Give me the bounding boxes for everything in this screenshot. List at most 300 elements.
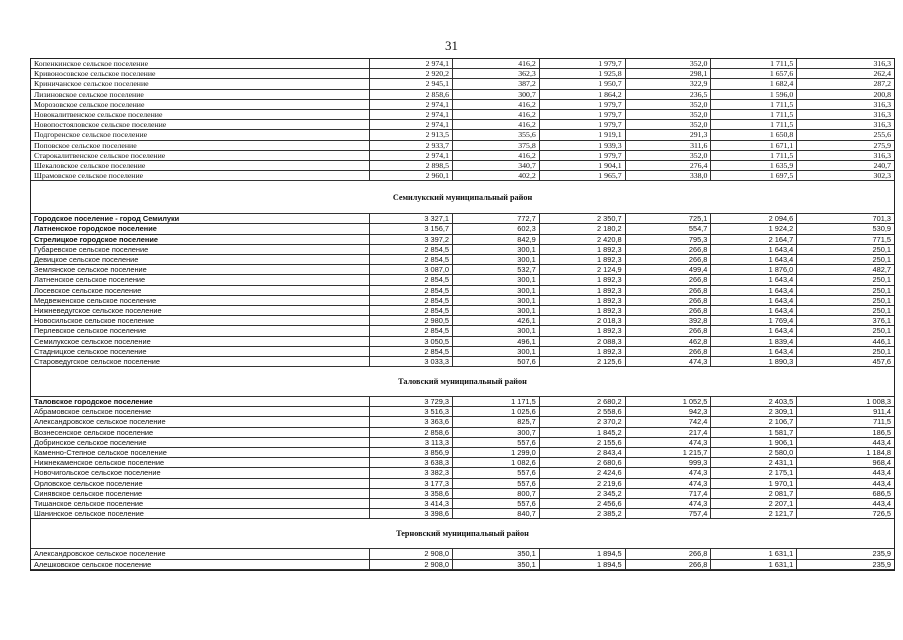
value-cell: 1 711,5 [711, 110, 797, 119]
settlement-name: Копенкинское сельское поселение [31, 59, 370, 68]
value-cell: 387,2 [453, 79, 540, 88]
value-cell: 1 892,3 [540, 306, 626, 315]
value-cell: 557,6 [453, 499, 540, 508]
settlement-name: Латненское сельское поселение [31, 275, 370, 284]
value-cell: 2 974,1 [370, 120, 453, 129]
value-cell: 300,7 [453, 428, 540, 437]
value-cell: 355,6 [453, 130, 540, 139]
settlement-name: Тишанское сельское поселение [31, 499, 370, 508]
value-cell: 1 008,3 [866, 397, 892, 407]
table-row [31, 100, 894, 110]
value-cell: 443,4 [872, 437, 892, 447]
settlement-name: Староведугское сельское поселение [31, 357, 370, 366]
settlement-name: Нижнекаменское сельское поселение [31, 458, 370, 467]
table-row [31, 59, 894, 69]
settlement-name: Александровское сельское поселение [31, 549, 370, 558]
value-cell: 2 207,1 [711, 499, 797, 508]
settlement-name: Новокалитвенское сельское поселение [31, 110, 370, 119]
value-cell: 250,1 [872, 295, 892, 305]
value-cell: 2 898,5 [370, 161, 453, 170]
value-cell: 275,9 [873, 140, 892, 150]
value-cell: 1 924,2 [711, 224, 797, 233]
value-cell: 1 711,5 [711, 151, 797, 160]
value-cell: 717,4 [626, 489, 712, 498]
settlement-name: Нижневедугское сельское поселение [31, 306, 370, 315]
settlement-name: Шекаловское сельское поселение [31, 161, 370, 170]
value-cell: 186,5 [872, 427, 892, 437]
value-cell: 316,3 [873, 109, 892, 119]
settlement-name: Вознесенское сельское поселение [31, 428, 370, 437]
table-row [31, 428, 894, 438]
value-cell: 362,3 [453, 69, 540, 78]
value-cell: 3 358,6 [370, 489, 453, 498]
settlement-name: Латненское городское поселение [31, 224, 370, 233]
value-cell: 1 839,4 [711, 337, 797, 346]
value-cell: 250,1 [872, 285, 892, 295]
value-cell: 474,3 [626, 479, 712, 488]
value-cell: 235,9 [872, 559, 892, 569]
value-cell: 316,3 [873, 59, 892, 68]
value-cell: 2 345,2 [540, 489, 626, 498]
value-cell: 457,6 [872, 356, 892, 366]
value-cell: 507,6 [453, 357, 540, 366]
value-cell: 2 385,2 [540, 509, 626, 518]
value-cell: 2 858,6 [370, 90, 453, 99]
value-cell: 291,3 [626, 130, 712, 139]
value-cell: 2 420,8 [540, 235, 626, 244]
value-cell: 352,0 [626, 120, 712, 129]
settlement-name: Кривоносовское сельское поселение [31, 69, 370, 78]
value-cell: 2 854,5 [370, 347, 453, 356]
table-row [31, 560, 894, 570]
value-cell: 375,8 [453, 141, 540, 150]
value-cell: 701,3 [872, 214, 892, 224]
value-cell: 352,0 [626, 59, 712, 68]
value-cell: 2 580,0 [711, 448, 797, 457]
settlement-name: Лизиновское сельское поселение [31, 90, 370, 99]
settlement-name: Абрамовское сельское поселение [31, 407, 370, 416]
value-cell: 266,8 [626, 549, 712, 558]
settlements-table [30, 58, 895, 571]
value-cell: 2 933,7 [370, 141, 453, 150]
district-heading: Семилукский муниципальный район [31, 181, 894, 214]
value-cell: 443,4 [872, 478, 892, 488]
value-cell: 2 854,5 [370, 245, 453, 254]
value-cell: 686,5 [872, 488, 892, 498]
table-row [31, 235, 894, 245]
value-cell: 2 680,2 [540, 397, 626, 406]
settlement-name: Подгоренское сельское поселение [31, 130, 370, 139]
value-cell: 300,1 [453, 255, 540, 264]
value-cell: 1 697,5 [711, 171, 797, 180]
table-row [31, 357, 894, 367]
value-cell: 3 856,9 [370, 448, 453, 457]
value-cell: 1 979,7 [540, 151, 626, 160]
value-cell: 725,1 [626, 214, 712, 223]
settlement-name: Шрамовское сельское поселение [31, 171, 370, 180]
value-cell: 2 180,2 [540, 224, 626, 233]
table-row [31, 224, 894, 234]
value-cell: 474,3 [626, 499, 712, 508]
value-cell: 1 979,7 [540, 110, 626, 119]
value-cell: 554,7 [626, 224, 712, 233]
value-cell: 1 643,4 [711, 326, 797, 335]
value-cell: 1 650,8 [711, 130, 797, 139]
value-cell: 557,6 [453, 468, 540, 477]
value-cell: 250,1 [872, 326, 892, 336]
value-cell: 726,5 [872, 509, 892, 519]
value-cell: 2 854,5 [370, 326, 453, 335]
value-cell: 302,3 [873, 171, 892, 181]
value-cell: 1 671,1 [711, 141, 797, 150]
value-cell: 1 082,6 [453, 458, 540, 467]
value-cell: 2 350,7 [540, 214, 626, 223]
value-cell: 1 682,4 [711, 79, 797, 88]
value-cell: 1 635,9 [711, 161, 797, 170]
table-row [31, 458, 894, 468]
value-cell: 316,3 [873, 99, 892, 109]
value-cell: 474,3 [626, 357, 712, 366]
value-cell: 1 892,3 [540, 347, 626, 356]
value-cell: 250,1 [872, 244, 892, 254]
value-cell: 300,1 [453, 326, 540, 335]
settlement-name: Александровское сельское поселение [31, 417, 370, 426]
value-cell: 2 843,4 [540, 448, 626, 457]
value-cell: 2 908,0 [370, 560, 453, 569]
value-cell: 3 397,2 [370, 235, 453, 244]
value-cell: 266,8 [626, 296, 712, 305]
value-cell: 376,1 [872, 316, 892, 326]
value-cell: 266,8 [626, 326, 712, 335]
value-cell: 217,4 [626, 428, 712, 437]
value-cell: 1 581,7 [711, 428, 797, 437]
value-cell: 266,8 [626, 347, 712, 356]
value-cell: 1 643,4 [711, 255, 797, 264]
value-cell: 311,6 [626, 141, 712, 150]
value-cell: 557,6 [453, 479, 540, 488]
table-row [31, 275, 894, 285]
value-cell: 1 864,2 [540, 90, 626, 99]
value-cell: 235,9 [872, 549, 892, 559]
value-cell: 266,8 [626, 306, 712, 315]
settlement-name: Перлевское сельское поселение [31, 326, 370, 335]
value-cell: 911,4 [873, 407, 892, 417]
value-cell: 2 854,5 [370, 306, 453, 315]
value-cell: 3 033,3 [370, 357, 453, 366]
value-cell: 3 113,3 [370, 438, 453, 447]
value-cell: 795,3 [626, 235, 712, 244]
value-cell: 474,3 [626, 468, 712, 477]
value-cell: 2 175,1 [711, 468, 797, 477]
value-cell: 1 845,2 [540, 428, 626, 437]
value-cell: 968,4 [872, 458, 892, 468]
value-cell: 1 892,3 [540, 245, 626, 254]
value-cell: 2 908,0 [370, 549, 453, 558]
value-cell: 557,6 [453, 438, 540, 447]
value-cell: 1 215,7 [626, 448, 712, 457]
value-cell: 300,1 [453, 347, 540, 356]
value-cell: 200,8 [873, 89, 892, 99]
value-cell: 2 974,1 [370, 110, 453, 119]
value-cell: 300,1 [453, 306, 540, 315]
value-cell: 800,7 [453, 489, 540, 498]
value-cell: 352,0 [626, 100, 712, 109]
value-cell: 532,7 [453, 265, 540, 274]
value-cell: 3 177,3 [370, 479, 453, 488]
value-cell: 2 370,2 [540, 417, 626, 426]
value-cell: 2 018,3 [540, 316, 626, 325]
value-cell: 266,8 [626, 275, 712, 284]
value-cell: 1 892,3 [540, 286, 626, 295]
value-cell: 1 631,1 [711, 560, 797, 569]
value-cell: 2 155,6 [540, 438, 626, 447]
district-heading: Таловский муниципальный район [31, 367, 894, 397]
value-cell: 1 950,7 [540, 79, 626, 88]
table-row [31, 397, 894, 407]
table-row [31, 69, 894, 79]
value-cell: 1 970,1 [711, 479, 797, 488]
value-cell: 2 960,1 [370, 171, 453, 180]
table-row [31, 499, 894, 509]
settlement-name: Синявское сельское поселение [31, 489, 370, 498]
table-row [31, 265, 894, 275]
value-cell: 1 919,1 [540, 130, 626, 139]
value-cell: 3 087,0 [370, 265, 453, 274]
value-cell: 316,3 [873, 120, 892, 130]
settlement-name: Стрелицкое городское поселение [31, 235, 370, 244]
value-cell: 999,3 [626, 458, 712, 467]
value-cell: 2 081,7 [711, 489, 797, 498]
settlement-name: Орловское сельское поселение [31, 479, 370, 488]
value-cell: 1 904,1 [540, 161, 626, 170]
settlement-name: Новопостояловское сельское поселение [31, 120, 370, 129]
table-row [31, 316, 894, 326]
settlement-name: Медвеженское сельское поселение [31, 296, 370, 305]
value-cell: 250,1 [872, 305, 892, 315]
settlement-name: Стадницкое сельское поселение [31, 347, 370, 356]
value-cell: 250,1 [872, 346, 892, 356]
value-cell: 416,2 [453, 151, 540, 160]
value-cell: 2 558,6 [540, 407, 626, 416]
value-cell: 2 974,1 [370, 151, 453, 160]
settlement-name: Морозовское сельское поселение [31, 100, 370, 109]
value-cell: 840,7 [453, 509, 540, 518]
settlement-name: Новосильское сельское поселение [31, 316, 370, 325]
value-cell: 2 854,5 [370, 286, 453, 295]
table-row [31, 161, 894, 171]
value-cell: 3 398,6 [370, 509, 453, 518]
table-row [31, 141, 894, 151]
value-cell: 1 894,5 [540, 560, 626, 569]
table-row [31, 286, 894, 296]
settlement-name: Каменно-Степное сельское поселение [31, 448, 370, 457]
value-cell: 1 171,5 [453, 397, 540, 406]
value-cell: 416,2 [453, 59, 540, 68]
value-cell: 942,3 [626, 407, 712, 416]
value-cell: 1 979,7 [540, 59, 626, 68]
settlement-name: Добринское сельское поселение [31, 438, 370, 447]
settlement-name: Старокалитвенское сельское поселение [31, 151, 370, 160]
value-cell: 772,7 [453, 214, 540, 223]
value-cell: 1 965,7 [540, 171, 626, 180]
value-cell: 2 920,2 [370, 69, 453, 78]
value-cell: 3 363,6 [370, 417, 453, 426]
value-cell: 262,4 [873, 69, 892, 79]
value-cell: 350,1 [453, 549, 540, 558]
value-cell: 2 854,5 [370, 296, 453, 305]
value-cell: 1 711,5 [711, 100, 797, 109]
value-cell: 1 643,4 [711, 275, 797, 284]
value-cell: 1 643,4 [711, 306, 797, 315]
value-cell: 2 088,3 [540, 337, 626, 346]
value-cell: 2 121,7 [711, 509, 797, 518]
value-cell: 352,0 [626, 151, 712, 160]
value-cell: 426,1 [453, 316, 540, 325]
value-cell: 416,2 [453, 100, 540, 109]
value-cell: 3 156,7 [370, 224, 453, 233]
value-cell: 825,7 [453, 417, 540, 426]
value-cell: 474,3 [626, 438, 712, 447]
settlement-name: Алешковское сельское поселение [31, 560, 370, 569]
table-row [31, 110, 894, 120]
table-row [31, 171, 894, 181]
value-cell: 300,1 [453, 296, 540, 305]
value-cell: 340,7 [453, 161, 540, 170]
value-cell: 496,1 [453, 337, 540, 346]
table-row [31, 347, 894, 357]
value-cell: 1 631,1 [711, 549, 797, 558]
value-cell: 2 680,6 [540, 458, 626, 467]
value-cell: 2 456,6 [540, 499, 626, 508]
value-cell: 1 711,5 [711, 120, 797, 129]
value-cell: 2 125,6 [540, 357, 626, 366]
value-cell: 1 890,3 [711, 357, 797, 366]
value-cell: 266,8 [626, 245, 712, 254]
value-cell: 2 854,5 [370, 275, 453, 284]
settlement-name: Землянское сельское поселение [31, 265, 370, 274]
settlement-name: Криничанское сельское поселение [31, 79, 370, 88]
value-cell: 2 913,5 [370, 130, 453, 139]
value-cell: 3 327,1 [370, 214, 453, 223]
value-cell: 446,1 [872, 336, 892, 346]
value-cell: 392,8 [626, 316, 712, 325]
value-cell: 1 892,3 [540, 296, 626, 305]
value-cell: 602,3 [453, 224, 540, 233]
table-row [31, 245, 894, 255]
value-cell: 3 638,3 [370, 458, 453, 467]
value-cell: 266,8 [626, 286, 712, 295]
table-row [31, 438, 894, 448]
value-cell: 316,3 [873, 150, 892, 160]
value-cell: 1 643,4 [711, 245, 797, 254]
value-cell: 1 052,5 [626, 397, 712, 406]
value-cell: 742,4 [626, 417, 712, 426]
value-cell: 2 431,1 [711, 458, 797, 467]
value-cell: 416,2 [453, 110, 540, 119]
table-row [31, 120, 894, 130]
value-cell: 3 050,5 [370, 337, 453, 346]
settlement-name: Шанинское сельское поселение [31, 509, 370, 518]
table-row [31, 468, 894, 478]
settlement-name: Девицкое сельское поселение [31, 255, 370, 264]
value-cell: 1 892,3 [540, 275, 626, 284]
value-cell: 1 979,7 [540, 120, 626, 129]
settlement-name: Городское поселение - город Семилуки [31, 214, 370, 223]
settlement-name: Губаревское сельское поселение [31, 245, 370, 254]
value-cell: 1 025,6 [453, 407, 540, 416]
value-cell: 2 309,1 [711, 407, 797, 416]
value-cell: 757,4 [626, 509, 712, 518]
settlement-name: Лосевское сельское поселение [31, 286, 370, 295]
value-cell: 3 414,3 [370, 499, 453, 508]
value-cell: 482,7 [872, 265, 892, 275]
settlement-name: Поповское сельское поселение [31, 141, 370, 150]
table-row [31, 151, 894, 161]
value-cell: 1 184,8 [866, 448, 892, 457]
value-cell: 300,1 [453, 245, 540, 254]
value-cell: 2 945,1 [370, 79, 453, 88]
value-cell: 402,2 [453, 171, 540, 180]
value-cell: 1 892,3 [540, 255, 626, 264]
table-row [31, 326, 894, 336]
value-cell: 352,0 [626, 110, 712, 119]
value-cell: 1 711,5 [711, 59, 797, 68]
value-cell: 462,8 [626, 337, 712, 346]
value-cell: 1 979,7 [540, 100, 626, 109]
table-row [31, 448, 894, 458]
value-cell: 1 596,0 [711, 90, 797, 99]
value-cell: 1 769,4 [711, 316, 797, 325]
value-cell: 338,0 [626, 171, 712, 180]
value-cell: 1 876,0 [711, 265, 797, 274]
table-row [31, 255, 894, 265]
value-cell: 2 974,1 [370, 100, 453, 109]
table-row [31, 407, 894, 417]
value-cell: 236,5 [626, 90, 712, 99]
value-cell: 530,9 [872, 224, 892, 234]
value-cell: 3 729,3 [370, 397, 453, 406]
value-cell: 2 858,6 [370, 428, 453, 437]
value-cell: 322,9 [626, 79, 712, 88]
value-cell: 711,5 [873, 417, 892, 427]
table-row [31, 417, 894, 427]
settlement-name: Таловское городское поселение [31, 397, 370, 406]
value-cell: 240,7 [873, 160, 892, 170]
value-cell: 255,6 [873, 130, 892, 140]
value-cell: 300,1 [453, 275, 540, 284]
table-row [31, 479, 894, 489]
table-row [31, 509, 894, 519]
value-cell: 1 925,8 [540, 69, 626, 78]
value-cell: 3 382,3 [370, 468, 453, 477]
value-cell: 2 094,6 [711, 214, 797, 223]
value-cell: 298,1 [626, 69, 712, 78]
value-cell: 1 892,3 [540, 326, 626, 335]
value-cell: 350,1 [453, 560, 540, 569]
value-cell: 250,1 [872, 275, 892, 285]
value-cell: 842,9 [453, 235, 540, 244]
value-cell: 1 643,4 [711, 296, 797, 305]
value-cell: 2 974,1 [370, 59, 453, 68]
value-cell: 250,1 [872, 255, 892, 264]
value-cell: 443,4 [872, 498, 892, 508]
value-cell: 1 643,4 [711, 286, 797, 295]
value-cell: 276,4 [626, 161, 712, 170]
value-cell: 266,8 [626, 255, 712, 264]
settlement-name: Семилукское сельское поселение [31, 337, 370, 346]
value-cell: 416,2 [453, 120, 540, 129]
value-cell: 2 106,7 [711, 417, 797, 426]
